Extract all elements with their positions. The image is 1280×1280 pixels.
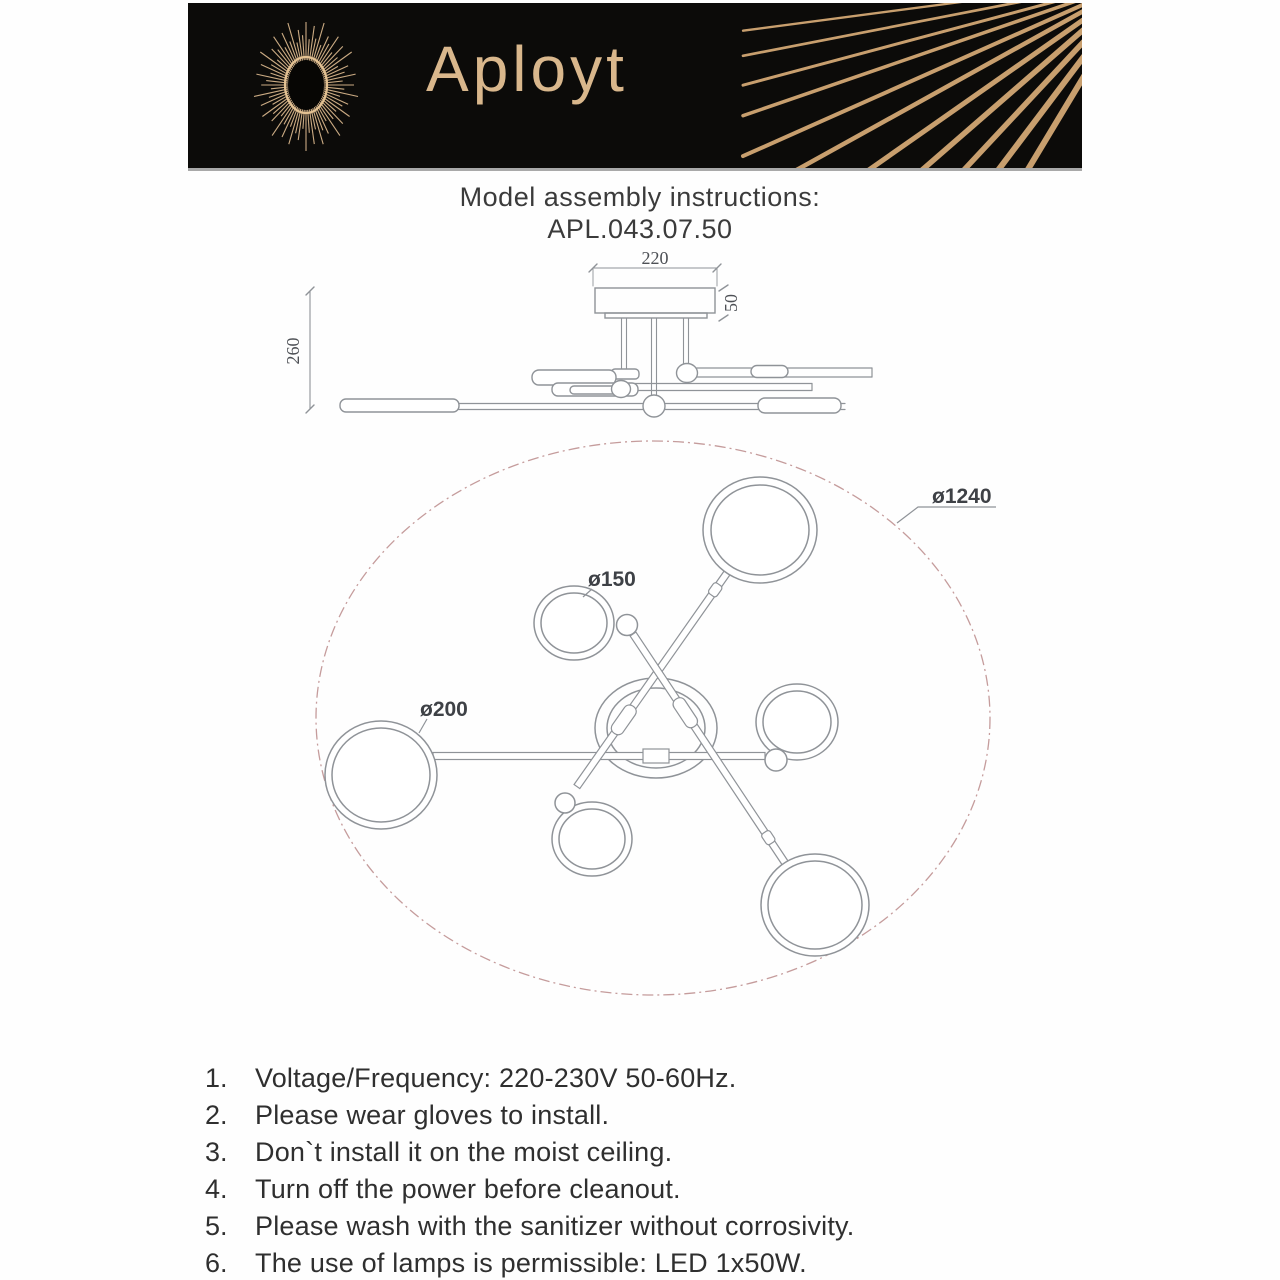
brand-banner [188,3,1082,171]
instruction-text: The use of lamps is permissible: LED 1x50W. [255,1248,807,1278]
instruction-item [205,1208,854,1245]
ball-joint [555,793,575,813]
sunburst-center [288,60,324,110]
instruction-number: 2. [205,1100,228,1130]
dim-canopy-height-label: 50 [721,294,741,312]
ring-diameter-200-label: ø200 [420,698,468,721]
instruction-text: Please wash with the sanitizer without corrosivity. [255,1211,855,1241]
instruction-item [205,1171,854,1208]
instruction-item [205,1097,854,1134]
lamp-ring [534,586,614,660]
instruction-number: 1. [205,1063,228,1093]
instruction-number: 3. [205,1137,228,1167]
lamp-ring [325,721,437,829]
instruction-text: Voltage/Frequency: 220-230V 50-60Hz. [255,1063,737,1093]
dim-width-label: 220 [641,248,669,268]
instruction-text: Don`t install it on the moist ceiling. [255,1137,673,1167]
banner-artwork [188,3,1082,168]
title-block [0,181,1280,245]
instruction-number: 4. [205,1174,228,1204]
instruction-item [205,1060,854,1097]
brand-logo-text: Aployt [426,33,628,105]
ball-joint [617,615,638,636]
ball-joint [765,749,787,771]
model-number: APL.043.07.50 [547,214,733,244]
dim-total-height-label: 260 [283,337,303,365]
lamp-ring [761,854,869,956]
overall-diameter-label: ø1240 [932,485,992,508]
overall-diameter-circle [316,441,990,995]
instruction-item [205,1245,854,1280]
instruction-number: 5. [205,1211,228,1241]
side-view-drawing [306,264,872,417]
page-title: Model assembly instructions: [459,182,821,212]
rays-decoration-icon [743,3,1082,168]
ring-diameter-150-label: ø150 [588,568,636,591]
top-view-drawing [316,441,996,995]
instruction-number: 6. [205,1248,228,1278]
lamp-ring [703,477,817,583]
instruction-list [205,1060,854,1280]
technical-drawing [250,240,1060,1040]
instruction-text: Turn off the power before cleanout. [255,1174,681,1204]
lamp-ring [756,684,838,760]
instruction-item [205,1134,854,1171]
instruction-text: Please wear gloves to install. [255,1100,610,1130]
